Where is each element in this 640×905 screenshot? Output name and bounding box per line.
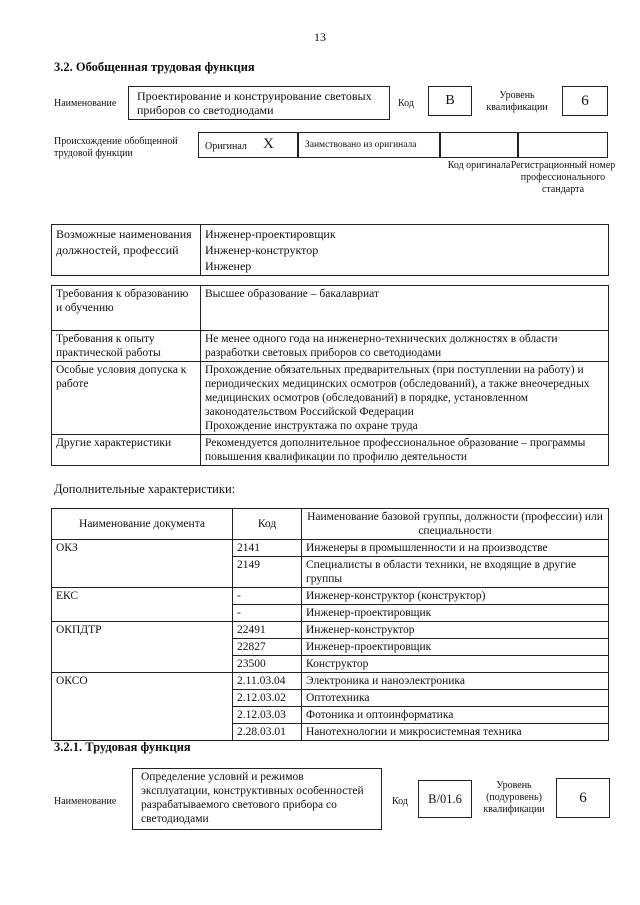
section-title: 3.2. Обобщенная трудовая функция xyxy=(54,60,255,74)
tf-level-value: 6 xyxy=(579,790,587,806)
positions-table xyxy=(51,224,609,276)
tf-name-box xyxy=(132,768,382,830)
gtf-original-code-cell xyxy=(440,132,518,158)
tf-level-label: Уровень (подуровень) квалификации xyxy=(483,780,545,815)
gtf-name-value: Проектирование и конструирование световых приборов со светодиодами xyxy=(137,89,372,117)
positions-values xyxy=(201,225,609,276)
gtf-code-label: Код xyxy=(398,98,414,109)
document-name-cell: ОКСО xyxy=(52,673,233,741)
requirement-label: Требования к образованию и обучению xyxy=(52,286,201,331)
tf-code-value: B/01.6 xyxy=(428,792,462,806)
subsection-title: 3.2.1. Трудовая функция xyxy=(54,740,191,754)
gtf-original-mark: X xyxy=(263,136,274,152)
requirement-label: Особые условия допуска к работе xyxy=(52,362,201,435)
table-header-row xyxy=(52,509,609,540)
tf-level-box xyxy=(556,778,610,818)
gtf-borrowed-cell xyxy=(298,132,440,158)
requirement-value: Высшее образование – бакалавриат xyxy=(201,286,609,331)
gtf-borrowed-label: Заимствовано из оригинала xyxy=(305,140,417,150)
code-cell: - xyxy=(233,588,302,605)
tf-code-box xyxy=(418,780,472,818)
code-cell: 23500 xyxy=(233,656,302,673)
gtf-code-value: B xyxy=(445,93,455,108)
gtf-original-cell xyxy=(198,132,298,158)
code-cell: 2149 xyxy=(233,557,302,588)
gtf-level-label: Уровень квалификации xyxy=(486,90,548,113)
requirement-value-cell xyxy=(201,362,609,435)
code-cell: 22491 xyxy=(233,622,302,639)
document-name-cell: ОКПДТР xyxy=(52,622,233,673)
position-item: Инженер-проектировщик xyxy=(205,227,336,241)
page-number: 13 xyxy=(314,30,326,44)
table-row xyxy=(52,588,609,605)
group-name-cell: Специалисты в области техники, не входящие в другие группы xyxy=(302,557,609,588)
table-row xyxy=(52,673,609,690)
document-name-cell: ЕКС xyxy=(52,588,233,622)
position-item: Инженер xyxy=(205,259,252,273)
additional-table xyxy=(51,508,609,741)
gtf-reg-number-label: Регистрационный номер профессионального стандарта xyxy=(510,160,616,195)
requirement-value: Рекомендуется дополнительное профессиональное образование – программы повышения квалификации по профилю деятельности xyxy=(201,435,609,466)
tf-name-label: Наименование xyxy=(54,796,117,807)
table-row xyxy=(52,540,609,557)
group-name-cell: Инженер-проектировщик xyxy=(302,605,609,622)
group-name-cell: Инженер-конструктор (конструктор) xyxy=(302,588,609,605)
group-name-cell: Инженер-проектировщик xyxy=(302,639,609,656)
code-cell: - xyxy=(233,605,302,622)
table-row xyxy=(52,435,609,466)
table-row xyxy=(52,331,609,362)
code-cell: 2.11.03.04 xyxy=(233,673,302,690)
gtf-original-label: Оригинал xyxy=(205,141,247,152)
requirement-label: Другие характеристики xyxy=(52,435,201,466)
group-name-cell: Конструктор xyxy=(302,656,609,673)
gtf-code-box xyxy=(428,86,472,116)
document-name-cell: ОКЗ xyxy=(52,540,233,588)
column-header: Наименование документа xyxy=(52,509,233,540)
gtf-name-label: Наименование xyxy=(54,98,117,109)
requirement-value-extra: Прохождение инструктажа по охране труда xyxy=(205,420,418,432)
additional-title: Дополнительные характеристики: xyxy=(54,482,236,496)
group-name-cell: Инженеры в промышленности и на производстве xyxy=(302,540,609,557)
table-row xyxy=(52,362,609,435)
additional-table-body xyxy=(52,540,609,741)
requirement-label: Требования к опыту практической работы xyxy=(52,331,201,362)
tf-name-value: Определение условий и режимов эксплуатации, конструктивных особенностей разрабатываемого светового прибора со светодиодами xyxy=(141,771,364,825)
gtf-original-code-label: Код оригинала xyxy=(447,160,511,171)
requirement-value: Прохождение обязательных предварительных (при поступлении на работу) и периодических медицинских осмотров (обследований), а также внеочередных медицинских осмотров (обследований) в порядке, установленном законодательством Российской Федерации xyxy=(205,364,590,418)
code-cell: 2141 xyxy=(233,540,302,557)
gtf-name-box xyxy=(128,86,390,120)
gtf-level-box xyxy=(562,86,608,116)
group-name-cell: Нанотехнологии и микросистемная техника xyxy=(302,724,609,741)
code-cell: 2.28.03.01 xyxy=(233,724,302,741)
code-cell: 2.12.03.03 xyxy=(233,707,302,724)
requirement-value: Не менее одного года на инженерно-технических должностях в области разработки световых приборов со светодиодами xyxy=(201,331,609,362)
requirements-table xyxy=(51,285,609,466)
tf-code-label: Код xyxy=(392,796,408,807)
code-cell: 22827 xyxy=(233,639,302,656)
group-name-cell: Оптотехника xyxy=(302,690,609,707)
column-header: Код xyxy=(233,509,302,540)
gtf-level-value: 6 xyxy=(581,93,589,109)
position-item: Инженер-конструктор xyxy=(205,243,319,257)
column-header: Наименование базовой группы, должности (профессии) или специальности xyxy=(302,509,609,540)
code-cell: 2.12.03.02 xyxy=(233,690,302,707)
table-row xyxy=(52,286,609,331)
group-name-cell: Инженер-конструктор xyxy=(302,622,609,639)
positions-label: Возможные наименования должностей, профессий xyxy=(52,225,201,276)
gtf-reg-number-cell xyxy=(518,132,608,158)
table-row xyxy=(52,622,609,639)
group-name-cell: Фотоника и оптоинформатика xyxy=(302,707,609,724)
group-name-cell: Электроника и наноэлектроника xyxy=(302,673,609,690)
gtf-origin-label: Происхождение обобщенной трудовой функции xyxy=(54,136,178,159)
